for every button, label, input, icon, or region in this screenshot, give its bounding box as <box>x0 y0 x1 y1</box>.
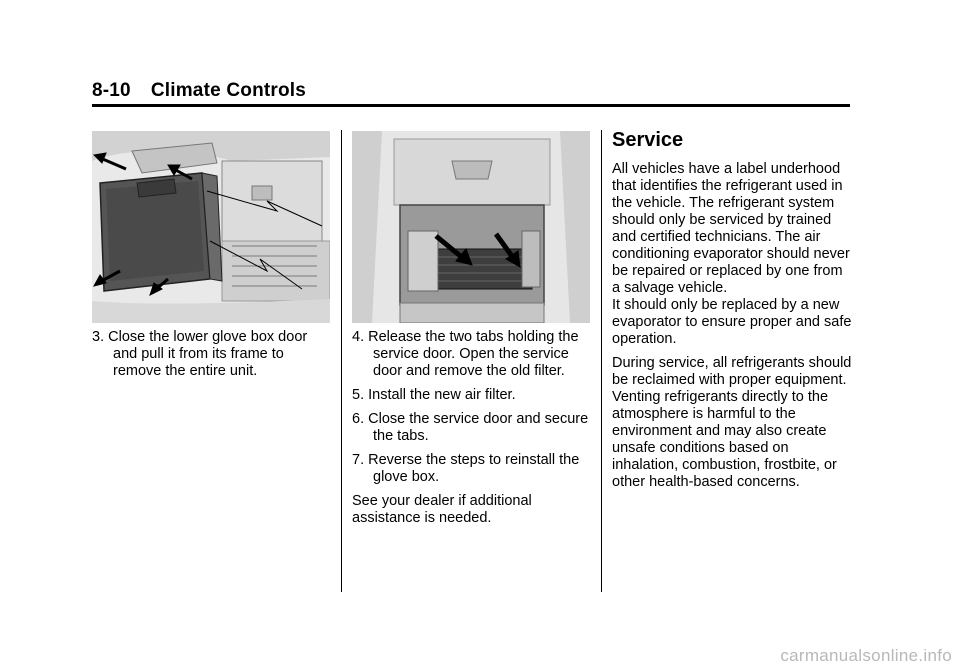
section-title: Climate Controls <box>150 80 307 101</box>
column-divider-2 <box>601 130 602 592</box>
step-5: 5. Install the new air filter. <box>352 387 516 403</box>
column-divider-1 <box>341 130 342 592</box>
step-7: 7. Reverse the steps to reinstall the glove box. <box>352 452 580 485</box>
page-number: 8-10 <box>92 80 131 101</box>
service-paragraph-2: It should only be replaced by a new evaporator to ensure proper and safe operation. <box>612 297 852 347</box>
service-paragraph-3: During service, all refrigerants should be reclaimed with proper equipment. Venting refrigerants directly to the atmosphere is harmful to the environment and may also create unsafe conditions based on inhalation, combustion, frostbite, or other health-based concerns. <box>612 355 852 490</box>
step-6: 6. Close the service door and secure the tabs. <box>352 411 589 444</box>
step-3: 3. Close the lower glove box door and pull it from its frame to remove the entire unit. <box>92 329 308 379</box>
service-door-tabs-illustration <box>352 131 590 323</box>
column-2 <box>352 329 594 534</box>
header-rule <box>92 104 850 107</box>
service-heading: Service <box>612 129 684 151</box>
watermark: carmanualsonline.info <box>780 646 952 665</box>
column-1 <box>92 329 332 387</box>
service-paragraph-1: All vehicles have a label underhood that identifies the refrigerant used in the vehicle. The refrigerant system should only be serviced by trained and certified technicians. The air conditioning evaporator should never be repaired or replaced by one from a salvage vehicle. <box>612 161 850 296</box>
column-3 <box>612 129 852 498</box>
step-4: 4. Release the two tabs holding the service door. Open the service door and remove the old filter. <box>352 329 579 379</box>
dealer-note: See your dealer if additional assistance is needed. <box>352 493 532 526</box>
page-header <box>92 80 306 102</box>
glove-box-removal-illustration <box>92 131 330 323</box>
